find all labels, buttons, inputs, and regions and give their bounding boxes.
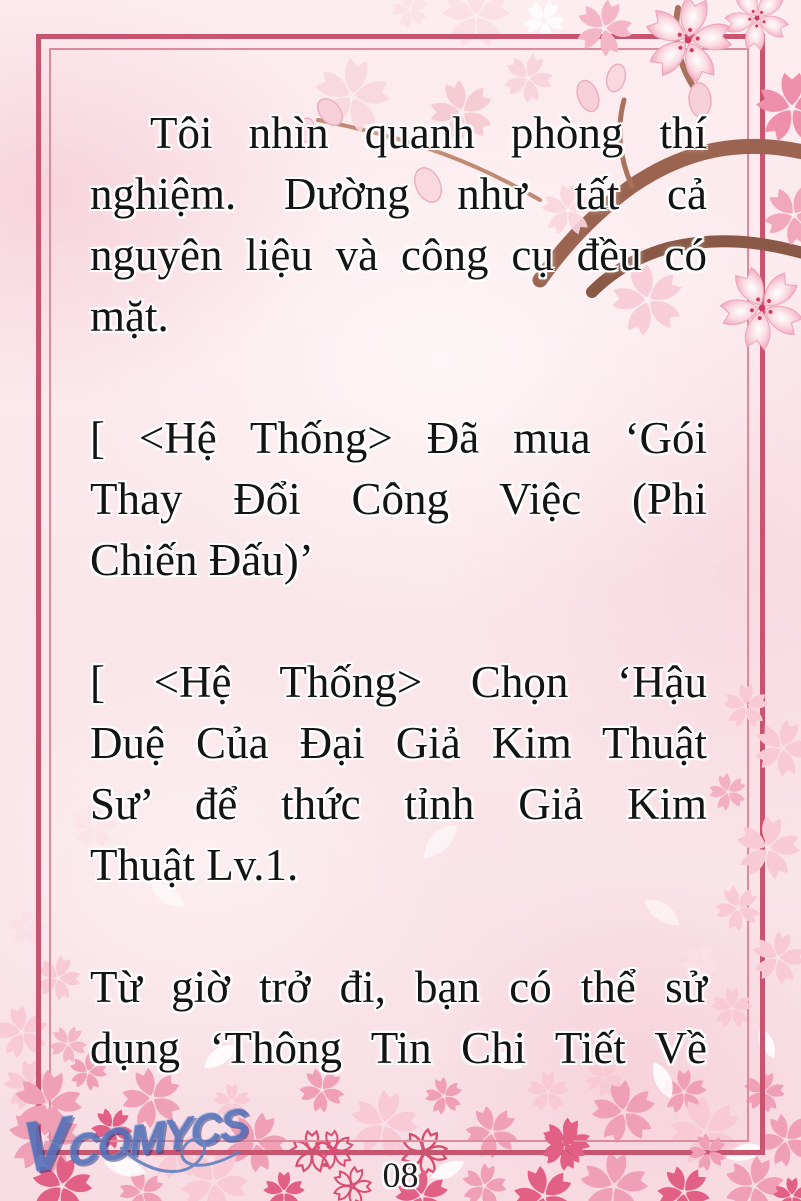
text-line: Duệ Của Đại Giả Kim Thuật xyxy=(90,718,707,768)
text-line: Thuật Lv.1. xyxy=(90,840,299,890)
story-paragraph xyxy=(90,652,707,896)
text-line: Sư’ để thức tỉnh Giả Kim xyxy=(90,779,707,829)
page-number: 08 xyxy=(382,1155,419,1195)
text-line: Chiến Đấu)’ xyxy=(90,535,314,585)
story-paragraph xyxy=(90,957,707,1079)
text-line: Tôi nhìn quanh phòng thí xyxy=(150,108,707,158)
text-line: [ <Hệ Thống> Đã mua ‘Gói xyxy=(90,413,707,463)
story-text xyxy=(90,103,707,1140)
text-line: Từ giờ trở đi, bạn có thể sử xyxy=(90,962,707,1012)
story-paragraph xyxy=(90,103,707,347)
watermark-text: VCOMYCS xyxy=(19,1099,249,1190)
text-line: Thay Đổi Công Việc (Phi xyxy=(90,474,707,524)
text-line: dụng ‘Thông Tin Chi Tiết Về xyxy=(90,1023,707,1073)
text-line: nguyên liệu và công cụ đều có xyxy=(90,230,707,280)
text-line: nghiệm. Dường như tất cả xyxy=(90,169,707,219)
story-paragraph xyxy=(90,408,707,591)
text-line: [ <Hệ Thống> Chọn ‘Hậu xyxy=(90,657,707,707)
text-line: mặt. xyxy=(90,291,169,341)
